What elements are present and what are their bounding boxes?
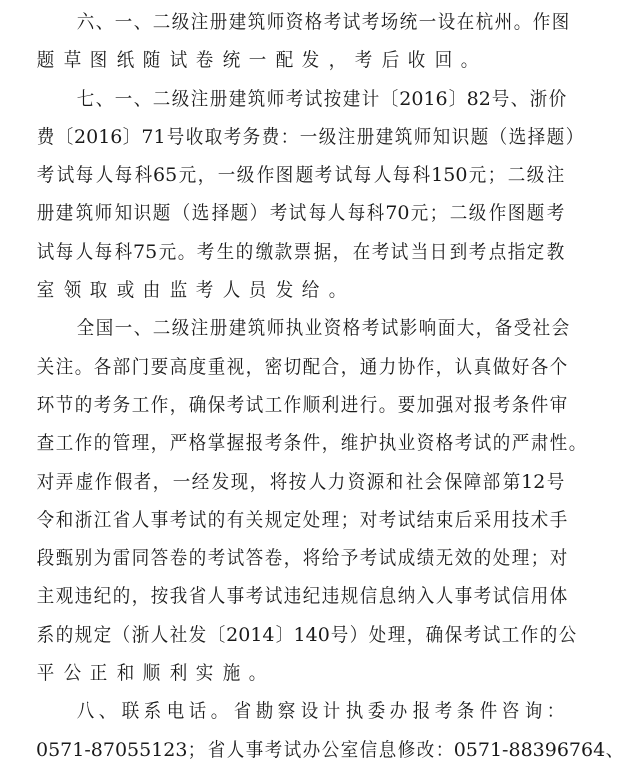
document-body xyxy=(36,3,623,769)
paragraph-general-line-10: 平 公 正 和 顺 利 实 施 。 xyxy=(36,662,267,685)
paragraph-general-line-1: 全 国 一 、 二 级 注 册 建 筑 师 执 业 资 格 考 试 影 响 面 大 ， 备 受 社 会 xyxy=(76,317,570,340)
paragraph-section-7-line-2: 费 〔 2016 〕 71 号 收 取 考 务 费 ： 一 级 注 册 建 筑 师 知 识 题 （ 选 择 题 ） xyxy=(36,125,584,148)
paragraph-general-line-9: 系 的 规 定 （ 浙 人 社 发 〔 2014 〕 140 号 ） 处 理 ， 确 保 考 试 工 作 的 公 xyxy=(36,623,577,646)
paragraph-section-7-line-1: 七 、 一 、 二 级 注 册 建 筑 师 考 试 按 建 计 〔 2016 〕 82 号 、 浙 价 xyxy=(76,87,567,110)
paragraph-general-line-6: 令 和 浙 江 省 人 事 考 试 的 有 关 规 定 处 理 ； 对 考 试 结 束 后 采 用 技 术 手 xyxy=(36,508,568,531)
paragraph-section-7-line-6: 室 领 取 或 由 监 考 人 员 发 给 。 xyxy=(36,279,346,302)
paragraph-section-7-line-5: 试 每 人 每 科 75 元 。 考 生 的 缴 款 票 据 ， 在 考 试 当 日 到 考 点 指 定 教 xyxy=(36,240,564,263)
paragraph-section-8-line-1: 八 、 联 系 电 话 。 省 勘 察 设 计 执 委 办 报 考 条 件 咨 询 ： xyxy=(76,700,565,723)
paragraph-general-line-5: 对 弄 虚 作 假 者 ， 一 经 发 现 ， 将 按 人 力 资 源 和 社 会 保 障 部 第 12 号 xyxy=(36,470,564,493)
paragraph-general-line-4: 查 工 作 的 管 理 ， 严 格 掌 握 报 考 条 件 ， 维 护 执 业 资 格 考 试 的 严 肃 性 。 xyxy=(36,432,587,455)
paragraph-general-line-7: 段 甄 别 为 雷 同 答 卷 的 考 试 答 卷 ， 将 给 予 考 试 成 绩 无 效 的 处 理 ； 对 xyxy=(36,547,568,570)
paragraph-general-line-3: 环 节 的 考 务 工 作 ， 确 保 考 试 工 作 顺 利 进 行 。 要 加 强 对 报 考 条 件 审 xyxy=(36,393,568,416)
paragraph-section-8-line-2: 0571-87055123 ； 省 人 事 考 试 办 公 室 信 息 修 改 ： 0571-88396764 、 xyxy=(36,738,623,761)
paragraph-section-6-line-2: 题 草 图 纸 随 试 卷 统 一 配 发 ， 考 后 收 回 。 xyxy=(36,49,479,72)
paragraph-section-7-line-3: 考 试 每 人 每 科 65 元 ， 一 级 作 图 题 考 试 每 人 每 科 150 元 ； 二 级 注 xyxy=(36,164,565,187)
paragraph-section-7-line-4: 册 建 筑 师 知 识 题 （ 选 择 题 ） 考 试 每 人 每 科 70 元 ； 二 级 作 图 题 考 xyxy=(36,202,564,225)
paragraph-general-line-8: 主 观 违 纪 的 ， 按 我 省 人 事 考 试 违 纪 违 规 信 息 纳 入 人 事 考 试 信 用 体 xyxy=(36,585,568,608)
paragraph-general-line-2: 关 注 。 各 部 门 要 高 度 重 视 ， 密 切 配 合 ， 通 力 协 作 ， 认 真 做 好 各 个 xyxy=(36,355,568,378)
paragraph-section-6-line-1: 六 、 一 、 二 级 注 册 建 筑 师 资 格 考 试 考 场 统 一 设 在 杭 州 。 作 图 xyxy=(76,11,570,33)
